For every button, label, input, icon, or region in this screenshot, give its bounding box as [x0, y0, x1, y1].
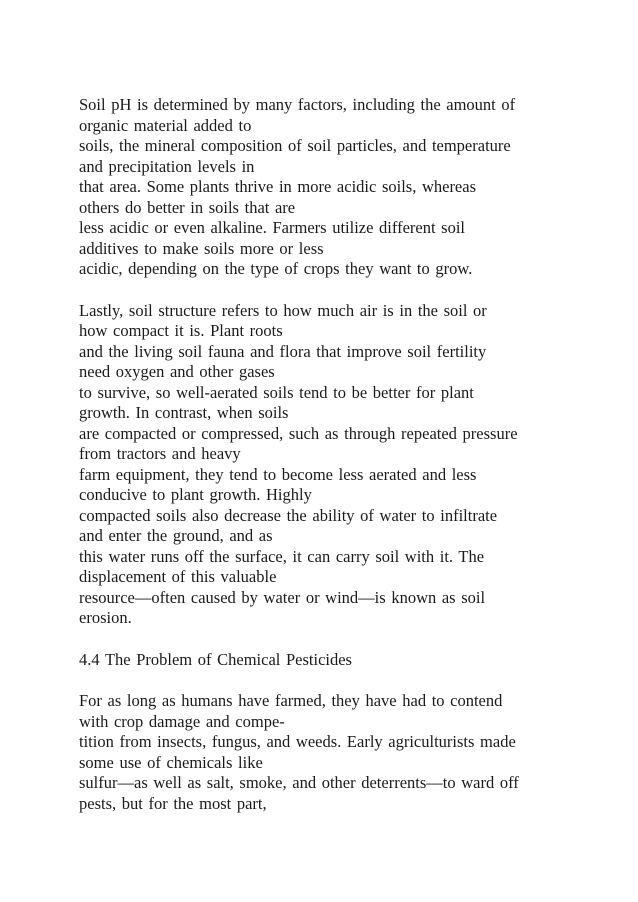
text-line: and enter the ground, and as: [79, 526, 273, 545]
text-line: some use of chemicals like: [79, 752, 263, 772]
text-line: Lastly, soil structure refers to how much air is in the soil or: [79, 300, 487, 320]
text-line: to survive, so well-aerated soils tend to be better for plant: [79, 382, 474, 402]
paragraph-gap: [79, 280, 579, 301]
text-line: Soil pH is determined by many factors, including the amount of: [79, 95, 516, 114]
paragraph-soil-ph: [79, 95, 579, 280]
text-line: growth. In contrast, when soils: [79, 403, 289, 422]
text-line: organic material added to: [79, 115, 252, 135]
text-line: that area. Some plants thrive in more acidic soils, whereas: [79, 177, 477, 196]
text-line: from tractors and heavy: [79, 444, 241, 463]
text-line: resource—often caused by water or wind—is known as soil: [79, 587, 486, 607]
text-line: tition from insects, fungus, and weeds. Early agriculturists made: [79, 732, 516, 751]
document-body: [79, 95, 579, 814]
text-line: For as long as humans have farmed, they have had to contend: [79, 691, 503, 710]
text-line: erosion.: [79, 608, 132, 627]
text-line: conducive to plant growth. Highly: [79, 485, 312, 504]
text-line: and the living soil fauna and flora that improve soil fertility: [79, 341, 487, 361]
text-line: with crop damage and compe-: [79, 711, 285, 731]
paragraph-gap: [79, 629, 579, 650]
text-line: farm equipment, they tend to become less aerated and less: [79, 464, 477, 484]
text-line: and precipitation levels in: [79, 156, 255, 176]
section-heading: [79, 650, 579, 671]
text-line: displacement of this valuable: [79, 567, 277, 586]
text-line: additives to make soils more or less: [79, 238, 324, 258]
text-line: this water runs off the surface, it can carry soil with it. The: [79, 546, 485, 566]
paragraph-gap: [79, 670, 579, 691]
text-line: soils, the mineral composition of soil particles, and temperature: [79, 136, 511, 155]
text-line: compacted soils also decrease the ability of water to infiltrate: [79, 505, 498, 525]
text-line: are compacted or compressed, such as through repeated pressure: [79, 423, 518, 443]
text-line: pests, but for the most part,: [79, 793, 267, 813]
text-line: less acidic or even alkaline. Farmers utilize different soil: [79, 218, 466, 237]
text-line: need oxygen and other gases: [79, 362, 275, 381]
text-line: how compact it is. Plant roots: [79, 321, 283, 340]
text-line: sulfur—as well as salt, smoke, and other deterrents—to ward off: [79, 773, 519, 792]
text-line: others do better in soils that are: [79, 197, 296, 217]
paragraph-soil-structure: [79, 301, 579, 629]
heading-line: 4.4 The Problem of Chemical Pesticides: [79, 649, 352, 669]
text-line: acidic, depending on the type of crops they want to grow.: [79, 259, 473, 278]
paragraph-pesticides-intro: [79, 691, 579, 814]
